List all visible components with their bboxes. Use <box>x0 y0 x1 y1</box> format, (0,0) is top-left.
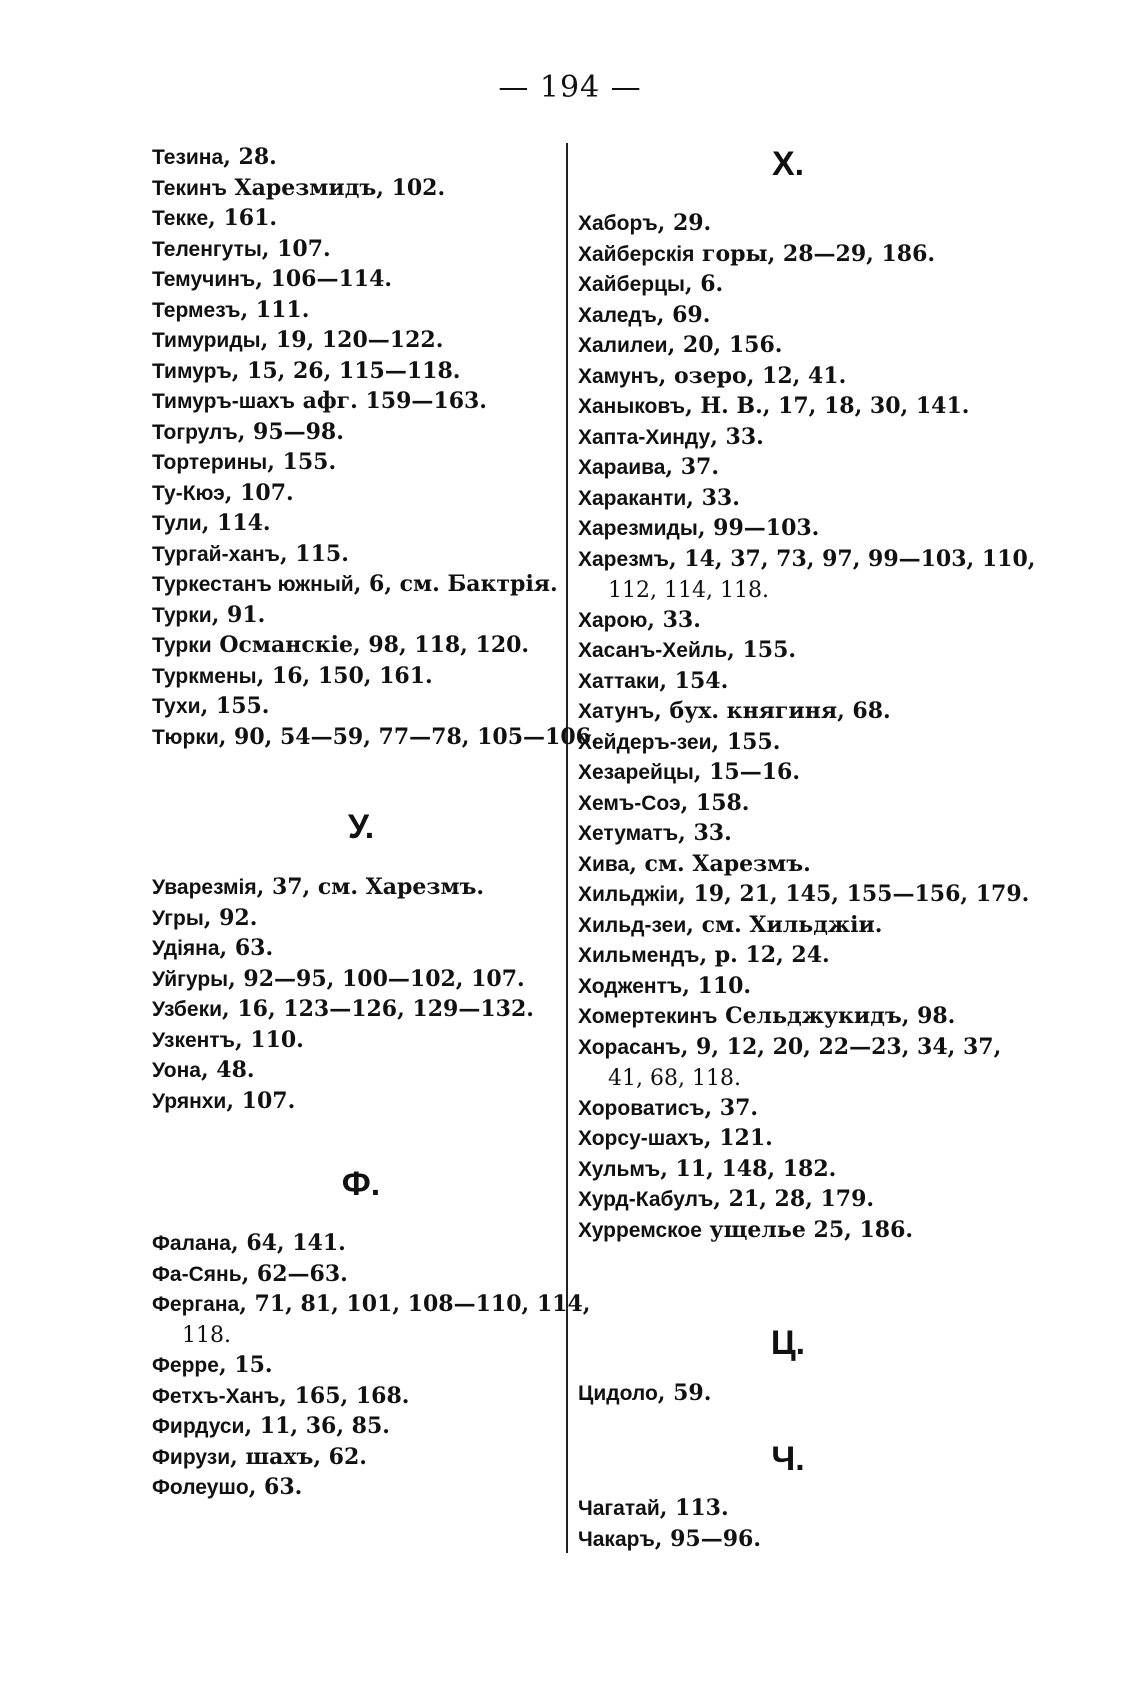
entry-heading: Текке <box>152 207 209 230</box>
entry-heading: Хасанъ-Хейль <box>578 639 728 662</box>
entry-heading: Тимуръ-шахъ <box>152 390 295 413</box>
entry-references: , 16, 150, 161. <box>256 662 433 689</box>
index-entry <box>578 635 796 666</box>
index-entry <box>578 788 749 819</box>
section-letter: Ц. <box>770 1324 806 1362</box>
entry-heading: Уона <box>152 1059 201 1082</box>
entry-references: , 11, 36, 85. <box>244 1413 390 1439</box>
entry-references: , 155. <box>711 728 781 755</box>
entry-references: , 63. <box>248 1474 303 1500</box>
index-entry <box>152 386 487 417</box>
entry-heading: Хезарейцы <box>578 761 694 784</box>
entry-heading: Тули <box>152 512 202 535</box>
index-entry <box>578 239 935 270</box>
entry-heading: Фа-Сянь <box>152 1262 242 1286</box>
index-entry <box>578 544 1035 606</box>
entry-references: Сельджукидъ, 98. <box>717 1003 956 1029</box>
entry-heading: Хамунъ <box>578 364 659 388</box>
index-entry <box>152 234 331 265</box>
entry-heading: Хемъ-Соэ <box>578 791 681 815</box>
entry-heading: Турки <box>152 634 212 657</box>
entry-references: , 6, см. Бактрія. <box>353 571 558 597</box>
index-entry <box>578 1154 836 1185</box>
entry-heading: Тургай-ханъ <box>152 542 280 566</box>
entry-references: , 15—16. <box>693 759 801 785</box>
entry-references: , 37. <box>704 1094 759 1121</box>
entry-references: , 33. <box>710 423 764 450</box>
index-entry <box>152 447 336 478</box>
entry-references: , 121. <box>703 1125 773 1151</box>
entry-references: , 21, 28, 179. <box>713 1186 875 1212</box>
index-entry <box>152 173 445 204</box>
entry-heading: Хаттаки <box>578 669 660 693</box>
index-entry <box>578 666 728 697</box>
entry-references: , 69. <box>656 301 711 328</box>
entry-references: , 155. <box>267 449 337 475</box>
entry-heading: Хомертекинъ <box>578 1005 718 1028</box>
entry-heading: Хильд-зеи <box>578 913 687 937</box>
entry-references: , 106—114. <box>255 266 393 292</box>
entry-heading: Тимуръ <box>152 359 232 383</box>
index-entry <box>152 478 294 509</box>
index-entry <box>578 208 711 239</box>
entry-references: , 155. <box>200 693 270 719</box>
entry-heading: Теленгуты <box>152 237 262 261</box>
entry-heading: Цидоло <box>578 1382 658 1405</box>
entry-references: , 37, см. Харезмъ. <box>256 874 485 900</box>
entry-references: , 107. <box>226 1087 296 1114</box>
index-entry <box>152 600 265 631</box>
index-entry <box>152 661 433 692</box>
entry-references: , 113. <box>659 1495 729 1521</box>
index-entry <box>578 361 846 392</box>
entry-heading: Хараива <box>578 456 666 479</box>
index-entry <box>578 1001 955 1032</box>
entry-heading: Хорасанъ <box>578 1035 681 1059</box>
entry-references: , 28. <box>223 144 277 170</box>
entry-references: , 19, 120—122. <box>260 327 444 353</box>
entry-references: , см. Хильджіи. <box>686 911 883 938</box>
entry-heading: Хильмендъ <box>578 944 700 967</box>
entry-heading: Харезмъ <box>578 547 669 571</box>
entry-references: , 20, 156. <box>667 332 783 358</box>
entry-references: , 99—103. <box>697 515 820 541</box>
entry-heading: Турки <box>152 603 212 627</box>
entry-references: , 95—96. <box>654 1525 761 1552</box>
index-entry <box>578 391 969 422</box>
index-entry <box>152 1025 304 1056</box>
section-letter: Ф. <box>341 1165 381 1203</box>
entry-references: , шахъ, 62. <box>230 1443 367 1470</box>
entry-heading: Чагатай <box>578 1497 660 1520</box>
index-entry <box>152 1381 409 1412</box>
entry-heading: Ходжентъ <box>578 974 683 998</box>
entry-heading: Термезъ <box>152 298 241 322</box>
entry-heading: Хильджіи <box>578 883 679 906</box>
entry-references: Османскіе, 98, 118, 120. <box>211 632 530 658</box>
entry-references: , 165, 168. <box>279 1382 410 1409</box>
index-entry <box>152 356 460 387</box>
index-entry <box>578 269 723 300</box>
entry-heading: Текинъ <box>152 176 227 200</box>
index-entry <box>578 1524 761 1555</box>
entry-heading: Халилеи <box>578 334 668 357</box>
index-entry <box>578 422 764 453</box>
index-entry <box>152 1411 390 1442</box>
index-entry <box>152 1442 367 1473</box>
entry-heading: Хороватисъ <box>578 1096 705 1120</box>
index-entry <box>152 1350 273 1381</box>
entry-references: , 71, 81, 101, 108—110, 114, <box>239 1291 591 1317</box>
index-entry <box>578 483 740 514</box>
entry-heading: Хурремское <box>578 1218 702 1242</box>
entry-references: , 37. <box>665 454 720 480</box>
index-entry <box>152 691 269 722</box>
entry-references: , 9, 12, 20, 22—23, 34, 37, <box>680 1033 1002 1060</box>
index-entry <box>152 203 277 234</box>
entry-heading: Темучинъ <box>152 268 256 291</box>
entry-references: , 33. <box>686 484 740 511</box>
entry-references: , 107. <box>261 235 331 262</box>
entry-references: , 114. <box>201 510 271 536</box>
index-entry <box>578 513 819 544</box>
entry-heading: Фетхъ-Ханъ <box>152 1384 280 1408</box>
index-entry <box>152 630 529 661</box>
entry-heading: Узбеки <box>152 998 223 1021</box>
entry-heading: Хатунъ <box>578 700 655 723</box>
index-entry <box>152 569 558 600</box>
entry-continuation: 112, 114, 118. <box>608 577 769 603</box>
entry-heading: Фирузи <box>152 1445 231 1469</box>
entry-references: ущелье 25, 186. <box>701 1216 914 1243</box>
index-entry <box>152 1259 348 1290</box>
entry-heading: Ханыковъ <box>578 395 686 418</box>
entry-references: , см. Харезмъ. <box>629 850 811 877</box>
entry-references: , 107. <box>224 479 294 506</box>
entry-references: , 19, 21, 145, 155—156, 179. <box>678 881 1030 907</box>
entry-references: , 64, 141. <box>231 1230 346 1256</box>
index-entry <box>578 1215 913 1246</box>
entry-references: , 33. <box>678 820 732 846</box>
entry-heading: Хараканти <box>578 486 687 510</box>
entry-heading: Хорсу-шахъ <box>578 1127 704 1150</box>
entry-references: , 29. <box>657 210 712 236</box>
entry-heading: Хульмъ <box>578 1157 661 1181</box>
entry-heading: Тогрулъ <box>152 420 238 444</box>
entry-references: , озеро, 12, 41. <box>658 362 847 389</box>
entry-heading: Чакаръ <box>578 1527 655 1551</box>
entry-references: , 95—98. <box>237 418 344 445</box>
section-letter: Ч. <box>771 1440 805 1478</box>
entry-heading: Хайберскія <box>578 242 695 266</box>
index-entry <box>578 1093 758 1124</box>
index-entry <box>152 1289 590 1351</box>
entry-heading: Узкентъ <box>152 1028 235 1052</box>
entry-continuation: 118. <box>182 1323 231 1348</box>
entry-heading: Фалана <box>152 1232 231 1255</box>
entry-heading: Хива <box>578 852 630 876</box>
entry-references: , 6. <box>684 271 724 297</box>
entry-references: Харезмидъ, 102. <box>226 174 446 201</box>
entry-heading: Фергана <box>152 1293 240 1316</box>
index-entry <box>152 722 599 753</box>
index-entry <box>152 903 257 934</box>
entry-references: , 91. <box>211 601 266 628</box>
entry-heading: Хурд-Кабулъ <box>578 1188 714 1211</box>
section-letter: Х. <box>771 145 805 183</box>
index-entry <box>578 910 882 941</box>
entry-heading: Тимуриды <box>152 329 261 352</box>
entry-heading: Ферре <box>152 1354 219 1377</box>
index-entry <box>152 933 273 964</box>
entry-references: , 158. <box>680 789 750 816</box>
entry-heading: Туркмены <box>152 664 257 688</box>
section-letter: У. <box>347 808 375 846</box>
entry-heading: Ту-Кюэ <box>152 481 225 505</box>
index-entry <box>152 964 525 995</box>
entry-heading: Тортерины <box>152 451 268 474</box>
entry-references: горы, 28—29, 186. <box>694 240 936 267</box>
index-entry <box>578 849 811 880</box>
entry-references: , 155. <box>727 637 797 663</box>
entry-references: , 111. <box>240 296 310 323</box>
entry-heading: Угры <box>152 906 204 930</box>
entry-references: , 110. <box>234 1026 304 1053</box>
index-entry <box>578 757 800 788</box>
index-entry <box>152 872 484 903</box>
index-entry <box>578 818 732 849</box>
index-entry <box>578 696 891 727</box>
index-entry <box>578 1032 1001 1094</box>
entry-references: , 154. <box>659 667 729 694</box>
index-entry <box>152 1055 255 1086</box>
entry-heading: Урянхи <box>152 1089 227 1113</box>
index-entry <box>578 971 751 1002</box>
entry-references: , Н. В., 17, 18, 30, 141. <box>685 393 970 419</box>
entry-heading: Харезмиды <box>578 517 698 540</box>
entry-references: , 90, 54—59, 77—78, 105—106. <box>218 723 599 750</box>
entry-references: , 15. <box>218 1352 273 1378</box>
index-entry <box>152 1472 302 1503</box>
entry-heading: Харою <box>578 608 648 632</box>
index-entry <box>152 417 344 448</box>
entry-heading: Хаборъ <box>578 212 658 235</box>
entry-references: , 59. <box>657 1380 712 1406</box>
entry-references: , 92—95, 100—102, 107. <box>228 965 525 992</box>
entry-references: , 16, 123—126, 129—132. <box>222 996 534 1022</box>
index-entry <box>578 300 710 331</box>
entry-references: , 110. <box>682 972 752 999</box>
index-entry <box>152 264 392 295</box>
index-entry <box>578 727 780 758</box>
entry-heading: Халедъ <box>578 303 657 327</box>
index-entry <box>578 1493 729 1524</box>
index-entry <box>152 1228 346 1259</box>
index-entry <box>152 325 443 356</box>
index-entry <box>578 452 719 483</box>
index-entry <box>578 1123 773 1154</box>
entry-heading: Хейдеръ-зеи <box>578 730 712 754</box>
index-entry <box>152 142 277 173</box>
entry-heading: Хетуматъ <box>578 822 679 845</box>
entry-heading: Тюрки <box>152 725 219 749</box>
index-entry <box>152 295 309 326</box>
index-entry <box>578 1378 711 1409</box>
entry-references: , 11, 148, 182. <box>660 1155 837 1182</box>
entry-references: , 48. <box>200 1057 255 1083</box>
entry-heading: Хайберцы <box>578 273 685 296</box>
entry-heading: Уйгуры <box>152 967 229 991</box>
index-entry <box>152 994 534 1025</box>
entry-heading: Фирдуси <box>152 1415 245 1438</box>
entry-heading: Туркестанъ южный <box>152 573 354 596</box>
entry-heading: Тухи <box>152 695 201 718</box>
entry-references: , 161. <box>208 205 278 231</box>
index-entry <box>152 1086 295 1117</box>
entry-heading: Удіяна <box>152 937 220 960</box>
index-entry <box>578 330 782 361</box>
entry-references: , 115. <box>279 540 349 567</box>
entry-continuation: 41, 68, 118. <box>608 1065 741 1091</box>
entry-heading: Тезина <box>152 146 224 169</box>
entry-references: , 63. <box>219 935 274 961</box>
entry-references: афг. 159—163. <box>294 388 487 414</box>
entry-references: , 15, 26, 115—118. <box>231 357 461 384</box>
entry-references: , 33. <box>647 606 701 633</box>
index-entry <box>578 1184 874 1215</box>
page-number: — 194 — <box>498 70 642 105</box>
entry-heading: Уварезмія <box>152 876 257 899</box>
entry-references: , 62—63. <box>241 1260 348 1287</box>
index-entry <box>152 508 271 539</box>
entry-references: , бух. княгиня, 68. <box>654 698 891 724</box>
index-entry <box>578 605 701 636</box>
index-entry <box>578 940 830 971</box>
entry-references: , 14, 37, 73, 97, 99—103, 110, <box>668 545 1036 572</box>
entry-references: , 92. <box>203 904 258 931</box>
entry-references: , р. 12, 24. <box>699 942 830 968</box>
index-entry <box>152 539 349 570</box>
entry-heading: Хапта-Хинду <box>578 425 711 449</box>
index-entry <box>578 879 1029 910</box>
entry-heading: Фолеушо <box>152 1476 249 1499</box>
